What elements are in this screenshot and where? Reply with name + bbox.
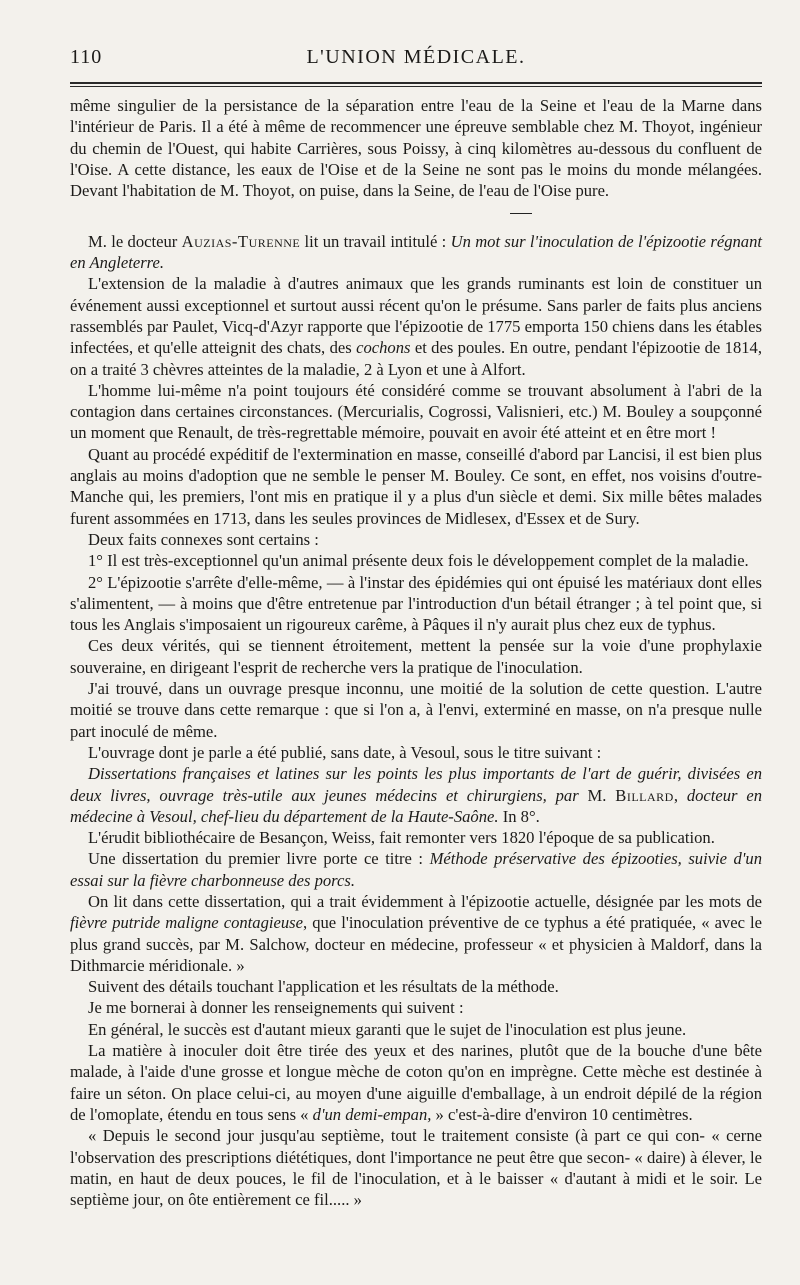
paragraph-p10 <box>70 678 762 742</box>
paragraph-p9 <box>70 635 762 678</box>
paragraph-p12 <box>70 763 762 827</box>
paragraph-p7 <box>70 550 762 571</box>
paragraph-p13 <box>70 827 762 848</box>
paragraph-p11 <box>70 742 762 763</box>
text-run: M. <box>578 785 616 805</box>
text-run: docteur en médecine à Vesoul, chef-lieu du département de la Haute-Saône. <box>70 785 762 826</box>
text-run: » c'est-à-dire d'environ 10 centimètres. <box>431 1104 693 1124</box>
text-run: d'un demi-empan, <box>312 1104 432 1124</box>
page-number: 110 <box>70 46 103 68</box>
text-run: Une dissertation du premier livre porte ce titre : <box>88 849 430 869</box>
header-rule <box>70 82 762 84</box>
page-header <box>70 46 762 76</box>
paragraph-p15 <box>70 891 762 976</box>
text-run: « Depuis le second jour jusqu'au septième, tout le traitement consiste (à part ce qui con- « cerne l'observation des prescriptions diététiques, dont l'importance ne peut être que secon- « daire) à élever, le matin, en haut de deux pouces, le fil de l'inoculation, et à le baisser « d'autant à midi et le soir. Le septième jour, on ôte entièrement ce fil..... » <box>70 1126 762 1210</box>
text-run: Suivent des détails touchant l'application et les résultats de la méthode. <box>88 977 559 997</box>
text-run: En général, le succès est d'autant mieux garanti que le sujet de l'inoculation est plus jeune. <box>88 1019 687 1039</box>
paragraph-p2 <box>70 231 762 274</box>
paragraph-p6 <box>70 529 762 550</box>
paragraph-p17 <box>70 997 762 1018</box>
text-run: , <box>673 785 687 805</box>
paragraph-p19 <box>70 1040 762 1125</box>
text-run: M. le docteur <box>88 231 182 251</box>
text-run: et des poules. En outre, pendant l'épizootie de 1814, on a traité 3 chèvres atteintes de la maladie, 2 à Lyon et une à Alfort. <box>70 338 762 379</box>
running-title: L'UNION MÉDICALE. <box>306 46 526 68</box>
text-run: Méthode préservative des épizooties, suivie d'un essai sur la fièvre charbonneuse des porcs. <box>70 849 762 890</box>
text-run: 2° L'épizootie s'arrête d'elle-même, — à l'instar des épidémies qui ont épuisé les matériaux dont elles s'alimentent, — à moins que d'être entretenue par l'introduction d'un bétail étranger ; à tel point que, si tous les Anglais s'imposaient un rigoureux carême, à Pâques il n'y aurait plus chez eux de typhus. <box>70 572 762 635</box>
article-body <box>70 95 762 1210</box>
paragraph-p5 <box>70 444 762 529</box>
text-run: Auzias-Turenne <box>181 231 301 251</box>
text-run: L'extension de la maladie à d'autres animaux que les grands ruminants est loin de constituer un événement aussi exceptionnel et surtout aussi récent qu'on le présume. Sans parler de faits plus anciens rassemblés par Paulet, Vicq-d'Azyr rapporte que l'épizootie de 1775 emporta 150 chiens dans les étables infectées, et qu'elle atteignit des chats, des <box>70 274 762 358</box>
text-run: Dissertations françaises et latines sur les points les plus importants de l'art de guérir, divisées en deux livres, ouvrage très-utile aux jeunes médecins et chirurgiens, par <box>70 764 762 805</box>
text-run: J'ai trouvé, dans un ouvrage presque inconnu, une moitié de la solution de cette question. L'autre moitié se trouve dans cette remarque : que si l'on a, à l'envi, exterminé en masse, on n'a presque nulle part inoculé de même. <box>70 679 762 741</box>
text-run: L'homme lui-même n'a point toujours été considéré comme se trouvant absolument à l'abri de la contagion dans certaines circonstances. (Mercurialis, Cogrossi, Valisnieri, etc.) M. Bouley a soupçonné un moment que Renault, de très-regrettable mémoire, pouvait en avoir été atteint et en être mort ! <box>70 380 762 443</box>
paragraph-p16 <box>70 976 762 997</box>
text-run: On lit dans cette dissertation, qui a trait évidemment à l'épizootie actuelle, désignée par les mots de <box>88 891 762 911</box>
text-run: Je me bornerai à donner les renseignements qui suivent : <box>88 998 464 1018</box>
text-run: fièvre putride maligne contagieuse <box>70 913 303 933</box>
text-run: 1° Il est très-exceptionnel qu'un animal présente deux fois le développement complet de la maladie. <box>88 551 749 571</box>
text-run: Deux faits connexes sont certains : <box>88 529 319 549</box>
text-run: L'érudit bibliothécaire de Besançon, Weiss, fait remonter vers 1820 l'époque de sa publication. <box>88 828 715 848</box>
paragraph-p3 <box>70 273 762 379</box>
paragraph-p18 <box>70 1019 762 1040</box>
header-rule-thin <box>70 86 762 87</box>
paragraph-p4 <box>70 380 762 444</box>
paragraph-p14 <box>70 848 762 891</box>
text-run: Billard <box>615 785 674 805</box>
text-run: Quant au procédé expéditif de l'extermination en masse, conseillé d'abord par Lancisi, il est bien plus anglais au moins d'adoption que ne semble le penser M. Bouley. Ce sont, en effet, nos voisins d'outre-Manche qui, les premiers, l'ont mis en pratique il y a plus d'un siècle et demi. Six mille bêtes malades furent assommées en 1713, dans les seules provinces de Midlesex, d'Essex et de Sury. <box>70 444 762 528</box>
text-run: lit un travail intitulé : <box>300 231 451 251</box>
paragraph-p20 <box>70 1125 762 1210</box>
text-run: même singulier de la persistance de la séparation entre l'eau de la Seine et l'eau de la Marne dans l'intérieur de Paris. Il a été à même de recommencer une épreuve semblable chez M. Thoyot, ingénieur du chemin de l'Ouest, qui habite Carrières, sous Poissy, à cinq kilomètres au-dessous du confluent de l'Oise. A cette distance, les eaux de l'Oise et de la Seine ne sont pas le moins du monde mélangées. Devant l'habitation de M. Thoyot, on puise, dans la Seine, de l'eau de l'Oise pure. <box>70 96 762 201</box>
text-run: La matière à inoculer doit être tirée des yeux et des narines, plutôt que de la bouche d'une bête malade, à l'aide d'une grosse et longue mèche de coton qu'on en imprègne. Cette mèche est destinée à faire un séton. On place celui-ci, au moyen d'une aiguille d'emballage, à un endroit dépilé de la région de l'omoplate, étendu en tous sens « <box>70 1041 762 1124</box>
text-run: L'ouvrage dont je parle a été publié, sans date, à Vesoul, sous le titre suivant : <box>88 742 602 762</box>
paragraph-p1 <box>70 95 762 201</box>
text-run: Un mot sur l'inoculation de l'épizootie régnant en Angleterre. <box>70 231 762 273</box>
text-run: , que l'inoculation préventive de ce typhus a été pratiquée, « avec le plus grand succès, par M. Salchow, docteur en médecine, professeur « et physicien à Maldorf, dans la Dithmarcie méridionale. » <box>70 913 762 975</box>
paragraph-p8 <box>70 572 762 636</box>
text-run: Ces deux vérités, qui se tiennent étroitement, mettent la pensée sur la voie d'une prophylaxie souveraine, en dirigeant l'esprit de recherche vers la pratique de l'inoculation. <box>70 636 762 677</box>
text-run: In 8°. <box>498 806 540 826</box>
section-separator <box>70 201 762 222</box>
text-run: cochons <box>356 338 411 358</box>
